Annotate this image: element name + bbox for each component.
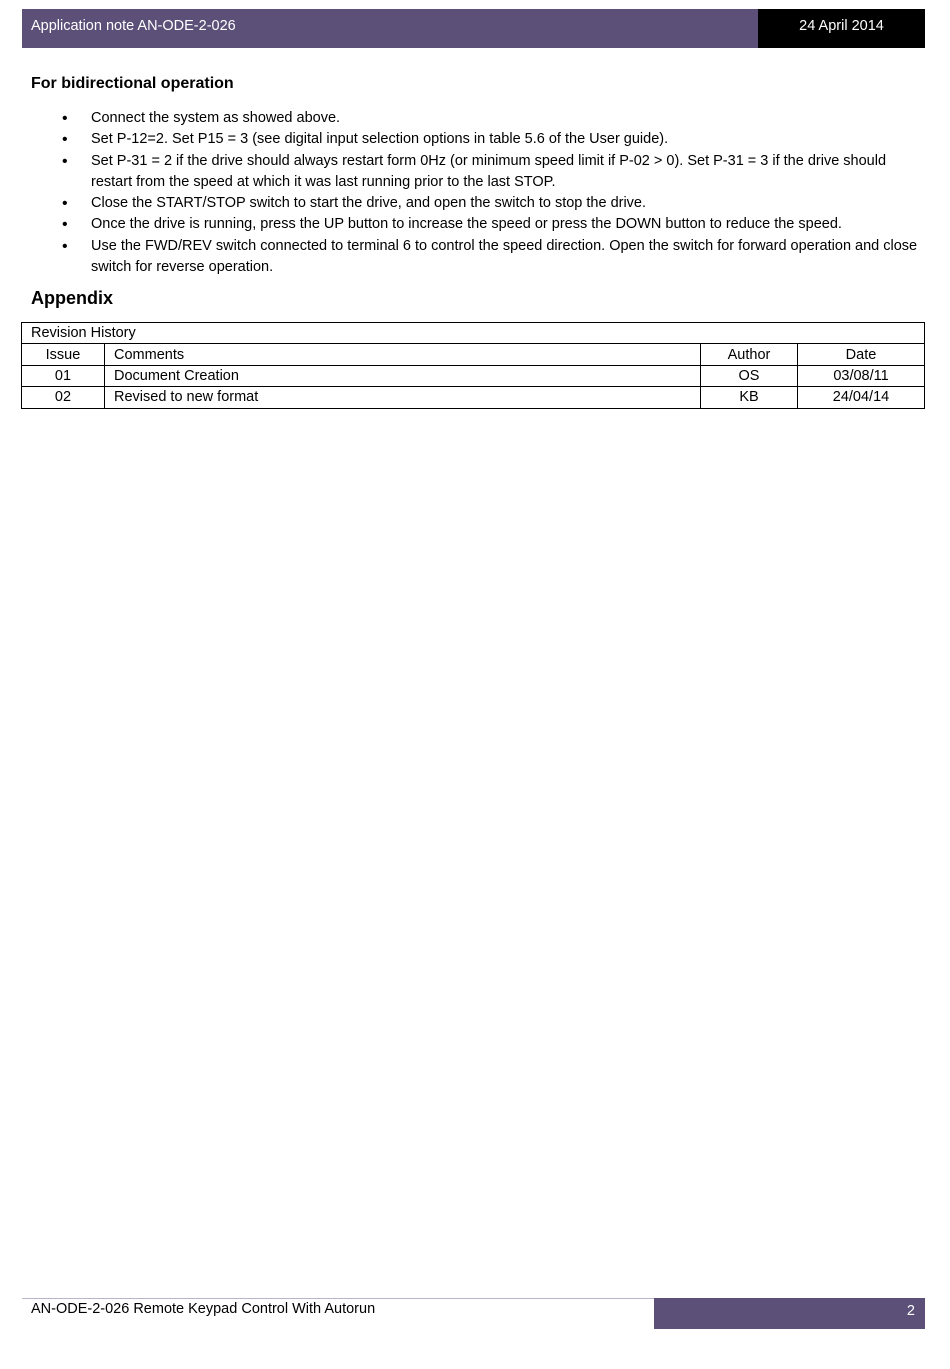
table-row [22, 365, 925, 386]
table-row [22, 387, 925, 408]
list-item: • Set P-12=2. Set P15 = 3 (see digital input selection options in table 5.6 of the User guide). [62, 129, 920, 150]
column-header-issue: Issue [22, 344, 105, 365]
cell-date: 03/08/11 [798, 365, 925, 386]
list-item: • Use the FWD/REV switch connected to terminal 6 to control the speed direction. Open the switch for forward operation and close switch for reverse operation. [62, 236, 920, 279]
list-item: • Connect the system as showed above. [62, 108, 920, 129]
header-date: 24 April 2014 [758, 9, 925, 48]
section-heading: For bidirectional operation [31, 75, 234, 92]
page-header [22, 9, 925, 48]
table-title-row [22, 323, 925, 344]
list-item: • Close the START/STOP switch to start the drive, and open the switch to stop the drive. [62, 193, 920, 214]
column-header-author: Author [701, 344, 798, 365]
list-item: • Set P-31 = 2 if the drive should always restart form 0Hz (or minimum speed limit if P-02 > 0). Set P-31 = 3 if the drive should restart from the speed at which it was last running prior to the last STOP. [62, 151, 920, 194]
revision-history-table [21, 322, 925, 409]
instruction-list [62, 108, 920, 278]
cell-comments: Document Creation [105, 365, 701, 386]
cell-date: 24/04/14 [798, 387, 925, 408]
table-header-row [22, 344, 925, 365]
cell-author: KB [701, 387, 798, 408]
column-header-date: Date [798, 344, 925, 365]
table-title: Revision History [22, 323, 925, 344]
column-header-comments: Comments [105, 344, 701, 365]
cell-issue: 02 [22, 387, 105, 408]
page-number: 2 [654, 1298, 925, 1329]
footer-divider [22, 1298, 654, 1299]
cell-comments: Revised to new format [105, 387, 701, 408]
cell-issue: 01 [22, 365, 105, 386]
cell-author: OS [701, 365, 798, 386]
header-title: Application note AN-ODE-2-026 [22, 9, 758, 48]
appendix-heading: Appendix [31, 288, 114, 308]
footer-doc-title: AN-ODE-2-026 Remote Keypad Control With Autorun [31, 1301, 376, 1317]
list-item: • Once the drive is running, press the UP button to increase the speed or press the DOWN button to reduce the speed. [62, 214, 920, 235]
